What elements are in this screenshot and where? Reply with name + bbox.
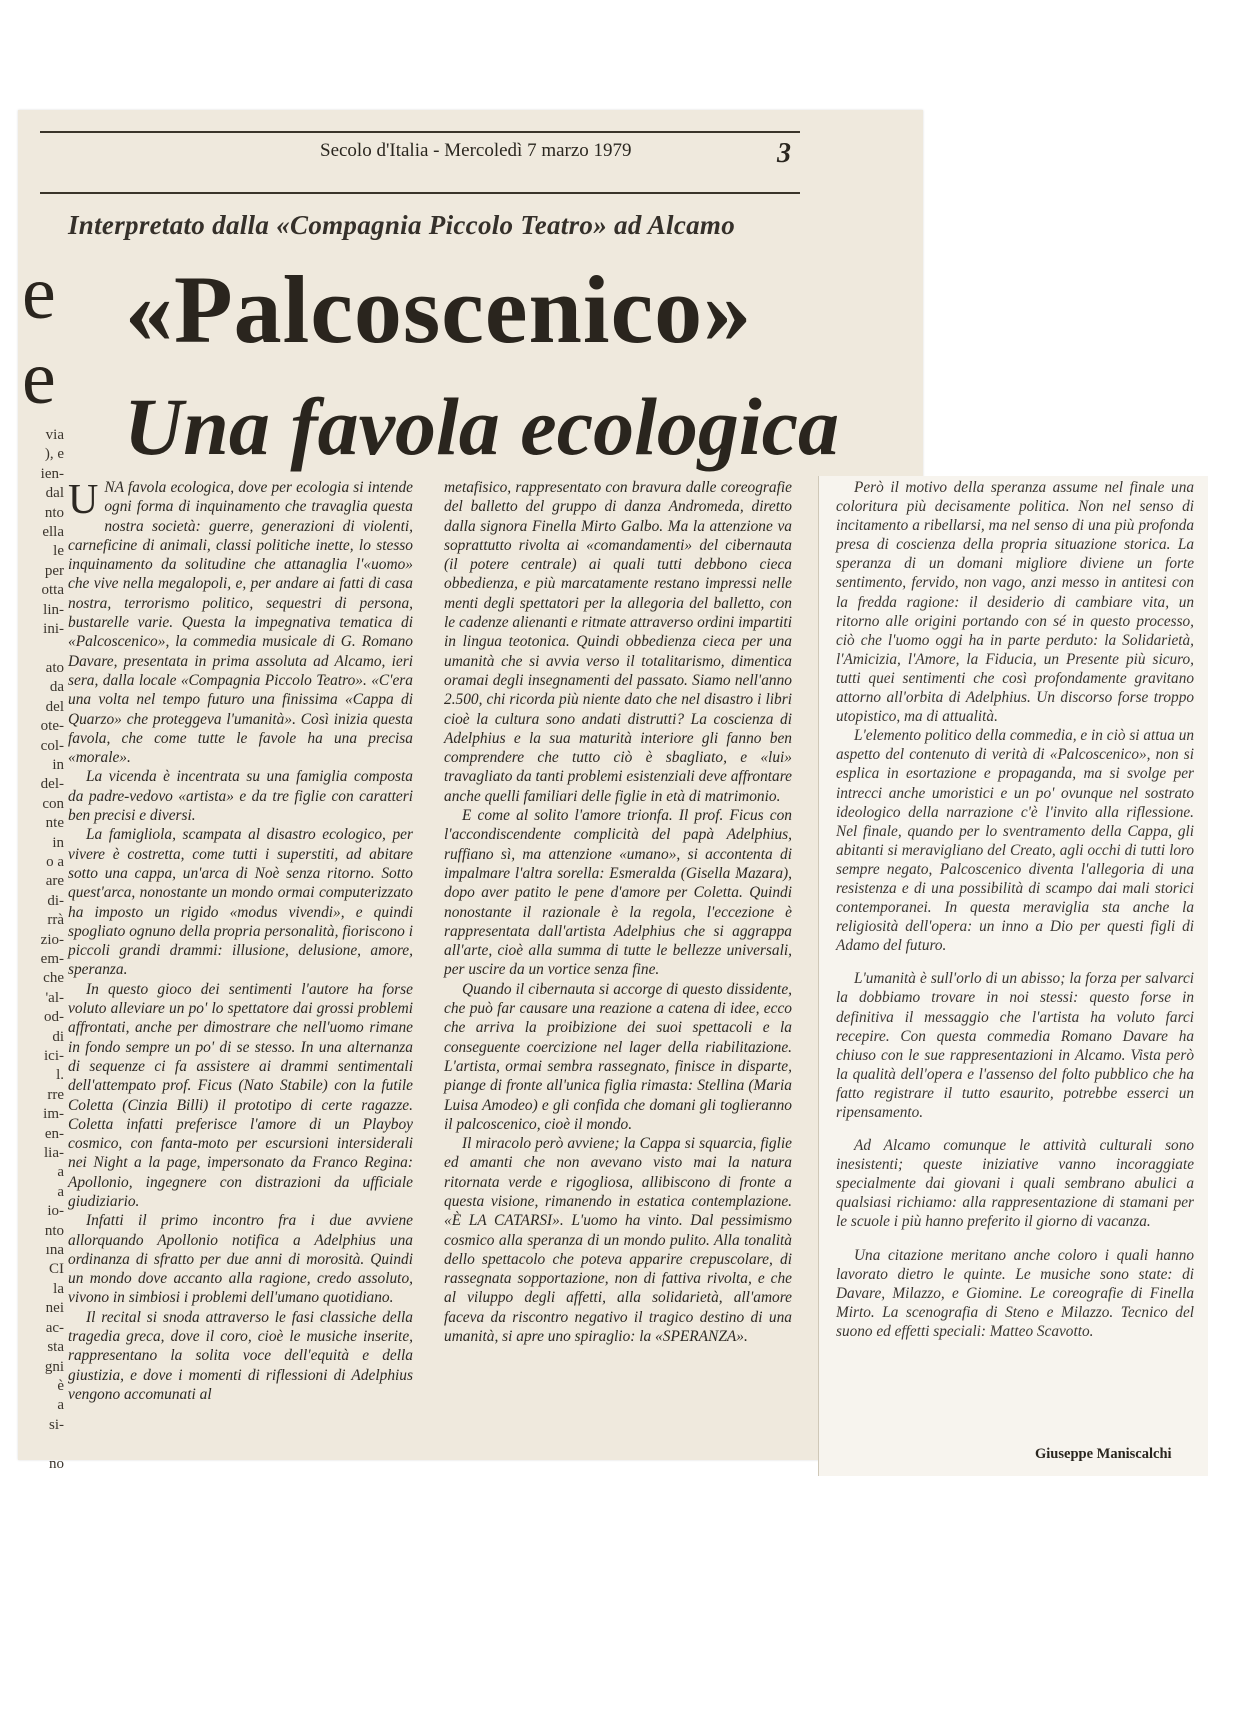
left-fragment-word: 'al-: [45, 989, 64, 1006]
left-fragment-big: e: [22, 251, 56, 335]
left-fragment-word: a: [57, 1164, 64, 1181]
article-column-3: [836, 478, 1194, 1341]
left-fragment-word: del-: [40, 776, 64, 793]
article-paragraph: Il recital si snoda attraverso le fasi classiche della tragedia greca, dove il coro, cioè le musiche inserite, rappresentano la solita voce dell'equità e della giustizia, e dove i momenti di riflessioni di Adelphius vengono accomunati al: [68, 1308, 413, 1403]
kicker: Interpretato dalla «Compagnia Piccolo Teatro» ad Alcamo: [68, 210, 736, 240]
article-paragraph: La famigliola, scampata al disastro ecologico, per vivere è costretta, come tutti i superstiti, ad abitare sotto una cappa, un'arca di Noè senza ritorno. Sotto quest'arca, nonostante un mondo ormai computerizzato ha imposto un rigido «modus vivendi», e quindi spogliato ognuno della propria personalità, fioriscono i piccoli grandi drammi: illusione, delusione, amore, speranza.: [68, 826, 413, 979]
article-paragraph: La vicenda è incentrata su una famiglia composta da padre-vedovo «artista» e da tre figlie con caratteri ben precisi e diversi.: [68, 768, 413, 825]
left-fragment-word: [20, 1435, 64, 1454]
left-fragment-word: no: [49, 1455, 64, 1472]
left-fragment-word: im-: [43, 1106, 64, 1123]
left-fragment-word: gni: [44, 1358, 64, 1375]
article-paragraph: UNA favola ecologica, dove per ecologia si intende ogni forma di inquinamento che travaglia questa nostra società: guerre, generazioni di violenti, carneficine di animali, classi politiche inette, lo stesso inquinamento da solitudine che attanaglia l'«uomo» che vive nella megalopoli, e, per andare ai fatti di casa nostra, terrorismo politico, sequestri di persona, bustarelle varie. Questa la impegnativa tematica di «Palcoscenico», la commedia musicale di G. Romano Davare, presentata in prima assoluta ad Alcamo, ieri sera, dalla locale «Compagnia Piccolo Teatro». «C'era una volta nel tempo futuro una finissima «Cappa di Quarzo» che proteggeva l'umanità». Così inizia questa favola, che come tutte le favole ha una precisa «morale».: [68, 477, 413, 767]
left-fragment-word: ote-: [40, 718, 64, 735]
left-fragment-word: ella: [42, 524, 64, 541]
left-fragment-word: en-: [44, 1125, 64, 1142]
article-paragraph: Però il motivo della speranza assume nel finale una coloritura più decisamente politica. Non nel senso di incitamento a ribellarsi, ma nel senso di una più profonda presa di coscienza della propria situazione storica. La speranza di un domani migliore diviene un forte sentimento, fervido, non vago, anzi messo in antitesi con la fredda ragione: il desiderio di cambiare vita, un ritorno alle origini portando con sé in questo processo, ciò che l'uomo oggi ha in parte perduto: la Solidarietà, l'Amicizia, l'Amore, la Fiducia, un Presente più sicuro, tutti quei sentimenti che così profondamente gravitano attorno all'orbita di Adelphius. Un discorso forse troppo utopistico, ma di attualità.: [836, 479, 1194, 726]
author-signature: Giuseppe Maniscalchi: [1035, 1446, 1172, 1462]
left-fragment-word: via: [45, 427, 64, 443]
left-fragment-word: ici-: [44, 1048, 64, 1064]
left-fragment-word: sta: [47, 1339, 64, 1356]
article-column-1: [68, 478, 413, 1404]
left-fragment-word: nei: [45, 1300, 64, 1317]
left-fragment-word: a: [57, 1397, 64, 1414]
left-fragment-word: ato: [45, 659, 64, 676]
left-fragment-word: ini-: [43, 621, 64, 638]
article-paragraph: Il miracolo però avviene; la Cappa si squarcia, figlie ed amanti che non avevano visto mai la natura ritornata verde e rigogliosa, allibiscono di fronte a questa visione, rimanendo in estatica contemplazione. «È LA CATARSI». L'uomo ha vinto. Dal pessimismo cosmico alla speranza di un mondo pulito. Alla tonalità dello spettacolo che poteva apparire crepuscolare, di rassegnata sopportazione, non di fattiva rivolta, e che al viluppo degli affetti, alla solidarietà, all'amore faceva da riscontro negativo il tragico destino di una umanità, si apre uno spiraglio: la «SPERANZA».: [444, 1135, 792, 1346]
left-fragment-word: col-: [40, 737, 64, 754]
left-fragment-word: con: [42, 795, 64, 812]
article-paragraph: Ad Alcamo comunque le attività culturali sono inesistenti; queste iniziative vanno incoraggiate specialmente dai giovani i quali sembrano abulici a qualsiasi richiamo: alla rappresentazione di stamani per le scuole i più hanno preferito il giorno di vacanza.: [836, 1137, 1194, 1231]
left-fragment-word: di: [52, 1028, 64, 1045]
left-fragment-word: are: [45, 873, 64, 890]
left-column-fragment: [20, 426, 64, 1474]
left-fragment-word: [20, 639, 64, 658]
article-paragraph: L'elemento politico della commedia, e in ciò si attua un aspetto del contenuto di verità di «Palcoscenico», non si esplica in esortazione e propaganda, ma si svolge per intrecci anche umoristici e un po' ovunque nel sostrato ideologico della narrazione c'è l'invito alla riflessione. Nel finale, quando per lo sventramento della Cappa, gli abitanti si meravigliano del Creato, agli occhi di tutti loro sempre negato, Palcoscenico diventa l'allegoria di una resistenza e di una possibilità di scampo dai mali storici contemporanei. In questa meraviglia sta anche la religiosità dell'opera: un inno a Dio per questi figli di Adamo del futuro.: [836, 727, 1194, 955]
left-fragment-word: dal: [45, 485, 64, 502]
left-fragment-word: in: [52, 756, 64, 773]
article-paragraph: Infatti il primo incontro fra i due avviene allorquando Apollonio notifica a Adelphius una ordinanza di sfratto per due anni di morosità. Quindi un mondo dove accanto alla ragione, credo assoluto, vivono in simbiosi i problemi dell'umano quotidiano.: [68, 1212, 413, 1307]
article-column-2: [444, 478, 792, 1346]
left-fragment-word: otta: [41, 582, 64, 599]
left-fragment-word: è: [57, 1377, 64, 1394]
left-fragment-word: ), e: [44, 446, 64, 463]
left-fragment-word: del: [45, 698, 64, 715]
top-rule: [40, 131, 800, 133]
left-fragment-word: io-: [47, 1203, 64, 1220]
article-paragraph: Una citazione meritano anche coloro i quali hanno lavorato dietro le quinte. Le musiche sono state: di Davare, Milazzo, e Giomine. Le coreografie di Finella Mirto. La scenografia di Steno e Milazzo. Tecnico del suono ed effetti speciali: Matteo Scavotto.: [836, 1246, 1194, 1340]
subheadline: Una favola ecologica: [124, 381, 840, 472]
left-fragment-word: CI: [49, 1261, 64, 1278]
left-fragment-word: ien-: [40, 465, 64, 482]
article-paragraph: metafisico, rappresentato con bravura dalle coreografie del balletto del gruppo di danza Andromeda, diretto dalla signora Finella Mirto Galbo. Ma la attenzione va soprattutto rivolta ai «comandamenti» del cibernauta (il potere centrale) ai quali tutti debbono cieca obbedienza, e più marcatamente restano impressi nelle menti degli spettatori per la allegoria del balletto, con le cadenze alienanti e ritmate attraverso ordini impartiti in lingua teotonica. Quindi obbedienza cieca per una umanità che si avvia verso il totalitarismo, dimentica oramai degli insegnamenti del passato. Siamo nell'anno 2.500, chi ricorda più niente dato che nel disastro i libri cioè la cultura sono andati distrutti? La coscienza di Adelphius e la sua maturità interiore gli fanno ben comprendere che tutto ciò è sbagliato, e «lui» travagliato da tanti problemi esistenziali deve affrontare anche quelli familiari delle figlie in età di matrimonio.: [444, 479, 792, 805]
article-paragraph: In questo gioco dei sentimenti l'autore ha forse voluto alleviare un po' lo spettatore dai grossi problemi affrontati, anche per dimostrare che nell'uomo rimane in fondo sempre un po' di se stesso. In una alternanza di sequenze ci fa assistere ai drammi sentimentali dell'attempato prof. Ficus (Nato Stabile) con la futile Coletta (Cinzia Billi) il prototipo di certe ragazze. Coletta infatti preferisce l'amore di un Playboy cosmico, con fanta-moto per escursioni intersiderali nei Night a la page, impersonato da Franco Regina: Apollonio, ingegnere con distrazioni da ufficiale giudiziario.: [68, 980, 413, 1210]
drop-cap: U: [68, 477, 99, 523]
left-fragment-word: rre: [47, 1086, 64, 1103]
left-fragment-word: si-: [49, 1416, 64, 1433]
left-fragment-word: che: [43, 970, 64, 987]
left-fragment-word: lia-: [44, 1145, 64, 1162]
left-fragment-word: di-: [47, 892, 64, 909]
masthead: Secolo d'Italia - Mercoledì 7 marzo 1979: [320, 140, 632, 161]
left-fragment-word: rrà: [47, 912, 64, 929]
left-fragment-word: zio-: [40, 931, 64, 948]
left-fragment-word: ac-: [45, 1319, 64, 1336]
left-fragment-word: da: [49, 679, 64, 696]
left-fragment-word: le: [53, 543, 64, 560]
left-fragment-word: lin-: [43, 601, 64, 618]
left-fragment-word: o a: [46, 853, 64, 870]
left-fragment-word: ına: [45, 1242, 64, 1259]
left-fragment-word: nte: [45, 815, 64, 832]
left-fragment-word: in: [52, 834, 64, 851]
left-fragment-word: l.: [56, 1067, 64, 1084]
page-number: 3: [777, 138, 791, 169]
left-fragment-word: la: [53, 1280, 64, 1297]
left-fragment-word: nto: [44, 504, 64, 521]
left-fragment-word: per: [44, 562, 64, 579]
left-fragment-word: em-: [40, 950, 64, 967]
left-fragment-word: nto: [44, 1222, 64, 1239]
article-paragraph: Quando il cibernauta si accorge di questo dissidente, che può far causare una reazione a catena di idee, ecco che arriva la proibizione dei suoi spettacoli e la conseguente coercizione nel lager della riabilitazione. L'artista, ormai sembra rassegnato, finisce in disparte, piange di fronte all'unica figlia rimasta: Stellina (Maria Luisa Amodeo) e gli confida che domani gli toglieranno il palcoscenico, cioè il mondo.: [444, 980, 792, 1133]
left-fragment-word: od-: [44, 1009, 64, 1026]
header-rule: [40, 192, 800, 194]
headline: «Palcoscenico»: [125, 256, 753, 363]
article-paragraph: E come al solito l'amore trionfa. Il prof. Ficus con l'accondiscendente complicità del papà Adelphius, ruffiano sì, ma attenzione «umano», si accontenta di impalmare l'altra sorella: Esmeralda (Gisella Mazara), dopo aver patito le pene d'amore per Coletta. Quindi nonostante il razionale è la regola, l'eccezione è rappresentata dall'artista Adelphius che si aggrappa all'arte, cioè alla summa di tutte le bellezze universali, per uscire da un vortice senza fine.: [444, 807, 792, 979]
left-fragment-big: e: [22, 336, 56, 420]
left-fragment-word: a: [57, 1183, 64, 1200]
article-paragraph: L'umanità è sull'orlo di un abisso; la forza per salvarci la dobbiamo trovare in noi stessi: questo forse in definitiva il messaggio che l'artista ha voluto farci recepire. Con questa commedia Romano Davare ha chiuso con le sue rappresentazioni in Alcamo. Vista però la qualità dell'opera e l'assenso del folto pubblico che ha fatto registrare il tutto esaurito, potrebbe esserci un ripensamento.: [836, 970, 1194, 1121]
